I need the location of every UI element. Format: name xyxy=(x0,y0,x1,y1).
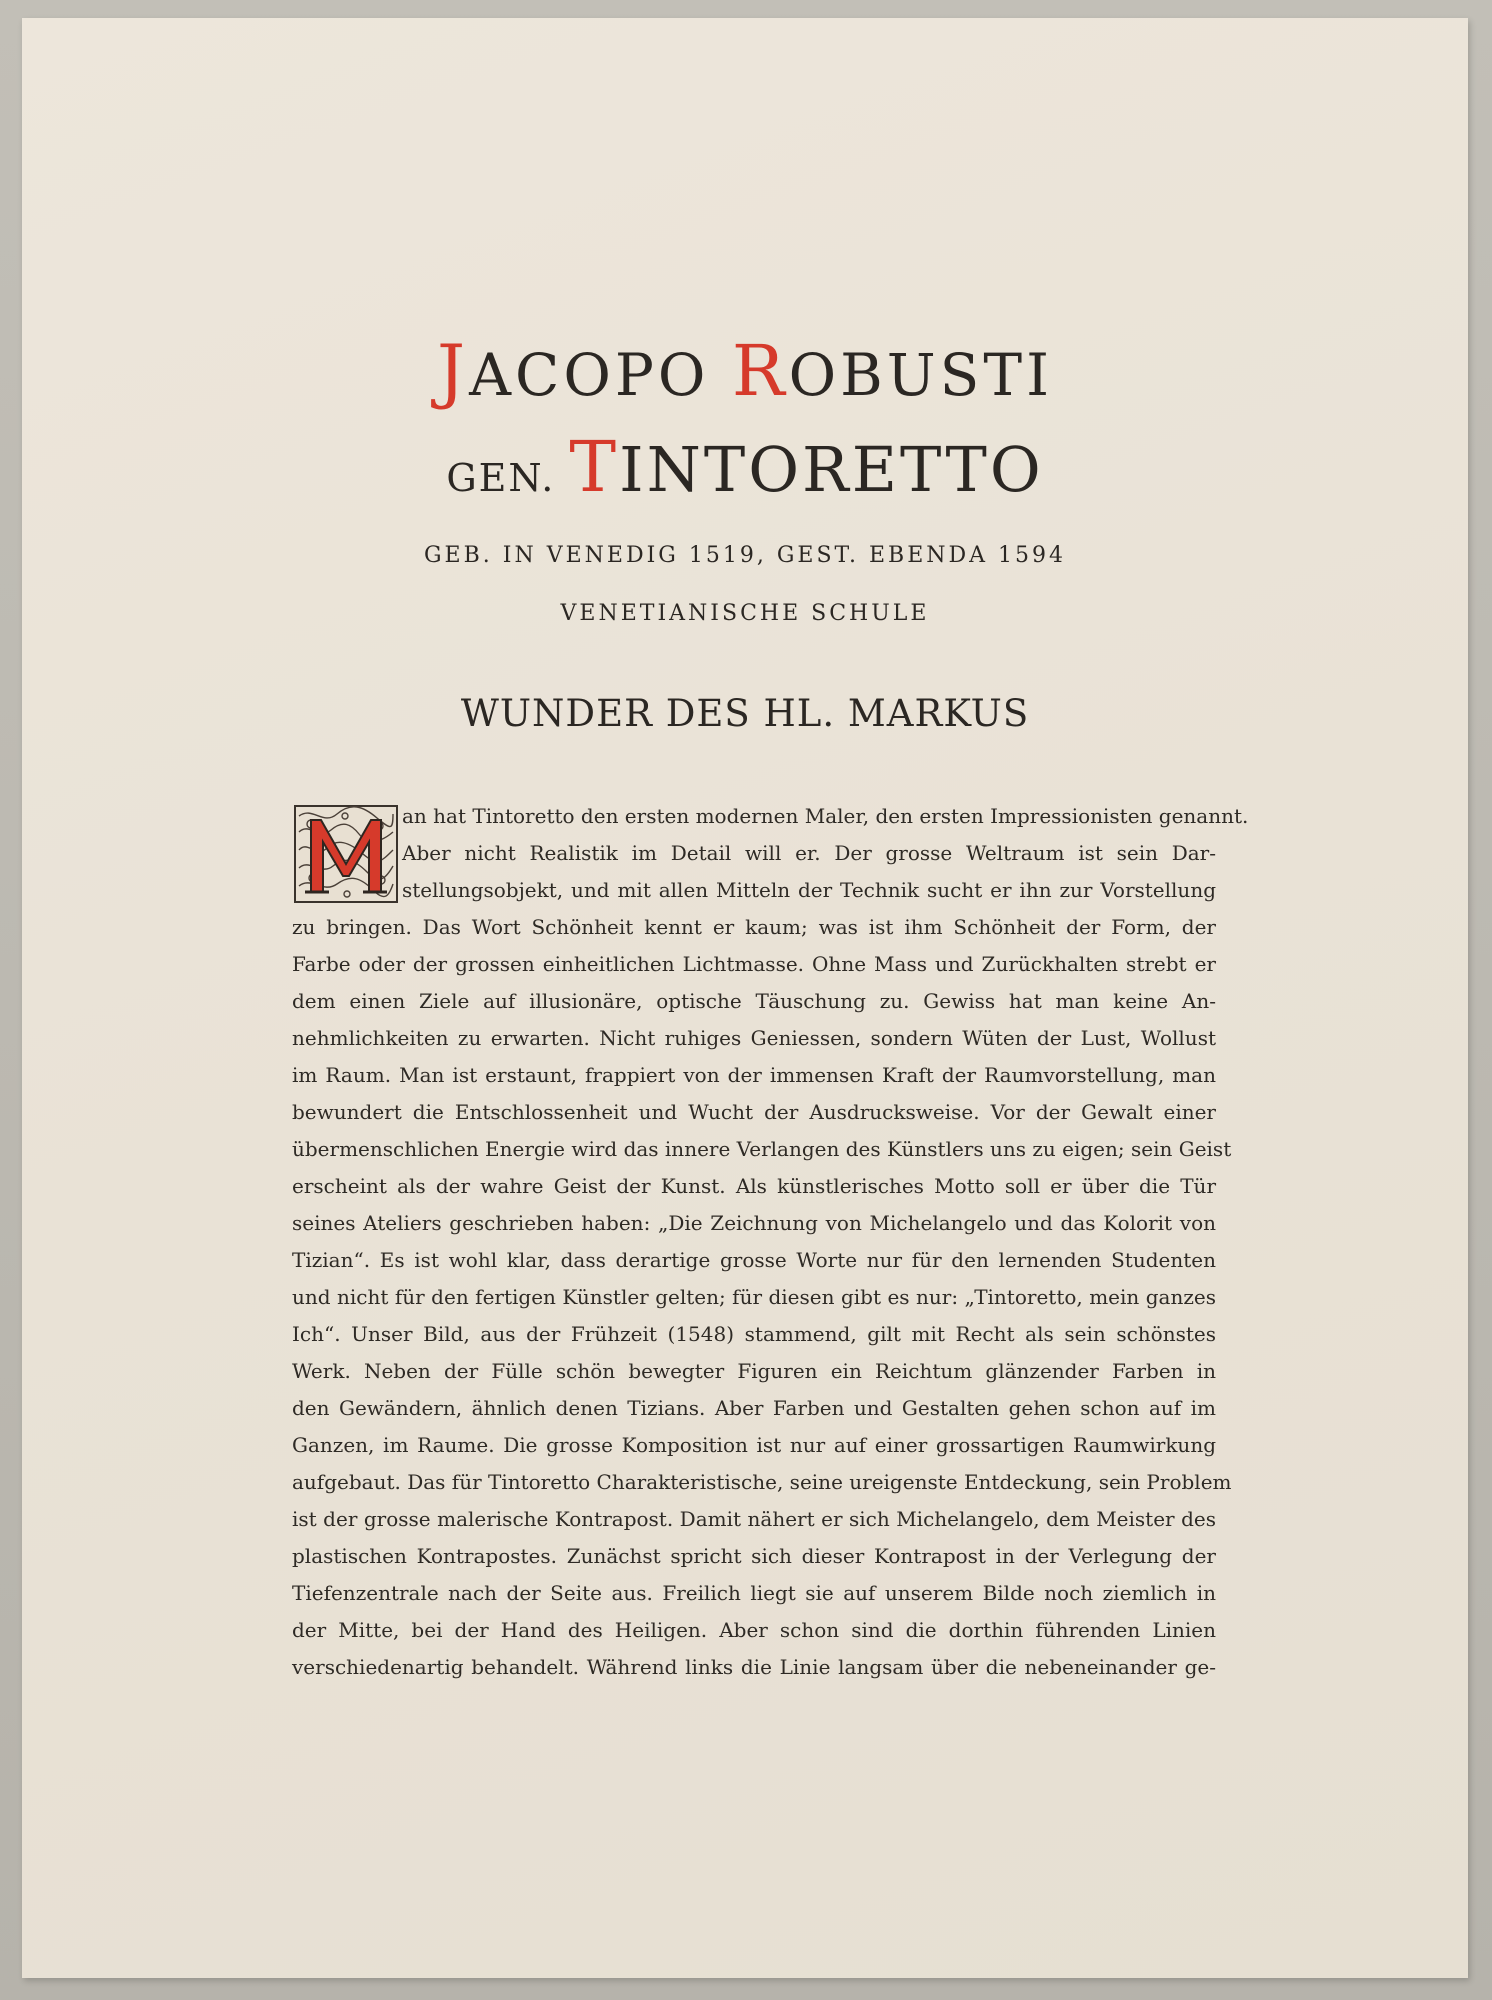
body-line: Tiefenzentrale nach der Seite aus. Freilich liegt sie auf unserem Bilde noch ziemlich in xyxy=(292,1581,1216,1605)
body-line: im Raum. Man ist erstaunt, frappiert von der immensen Kraft der Raumvorstellung, man xyxy=(292,1063,1216,1087)
body-line: übermenschlichen Energie wird das innere Verlangen des Künstlers uns zu eigen; sein Geist xyxy=(292,1137,1232,1161)
title-word-intoretto: INTORETTO xyxy=(619,433,1044,506)
paper-sheet xyxy=(22,18,1468,1978)
body-line: zu bringen. Das Wort Schönheit kennt er kaum; was ist ihm Schönheit der Form, der xyxy=(292,915,1216,939)
body-line: Ich“. Unser Bild, aus der Frühzeit (1548) stammend, gilt mit Recht als sein schönstes xyxy=(292,1322,1216,1346)
body-line: plastischen Kontrapostes. Zunächst spricht sich dieser Kontrapost in der Verlegung der xyxy=(292,1544,1216,1568)
title-word-acopo: ACOPO xyxy=(469,341,732,409)
body-line: Farbe oder der grossen einheitlichen Lichtmasse. Ohne Mass und Zurückhalten strebt er xyxy=(292,952,1216,976)
body-line: dem einen Ziele auf illusionäre, optische Täuschung zu. Gewiss hat man keine An- xyxy=(292,989,1216,1013)
subtitle-dates: GEB. IN VENEDIG 1519, GEST. EBENDA 1594 xyxy=(423,543,1067,568)
body-text xyxy=(292,798,1249,1686)
body-line: erscheint als der wahre Geist der Kunst. Als künstlerisches Motto soll er über die Tür xyxy=(292,1174,1216,1198)
title-word-obusti: OBUSTI xyxy=(788,341,1053,409)
title-line-2 xyxy=(22,426,1468,521)
page-content xyxy=(22,18,1468,1978)
body-line: ist der grosse malerische Kontrapost. Damit nähert er sich Michelangelo, dem Meister des xyxy=(292,1507,1216,1531)
body-line: Tizian“. Es ist wohl klar, dass derartige grosse Worte nur für den lernenden Studenten xyxy=(292,1248,1216,1272)
body-line: den Gewändern, ähnlich denen Tizians. Aber Farben und Gestalten gehen schon auf im xyxy=(292,1396,1216,1420)
body-line: aufgebaut. Das für Tintoretto Charakteristische, seine ureigenste Entdeckung, sein Problem xyxy=(292,1470,1232,1494)
body-line: an hat Tintoretto den ersten modernen Maler, den ersten Impressionisten genannt. xyxy=(402,804,1249,828)
body-line: stellungsobjekt, und mit allen Mitteln der Technik sucht er ihn zur Vorstellung xyxy=(402,878,1216,902)
body-line: verschiedenartig behandelt. Während links die Linie langsam über die nebeneinander ge- xyxy=(292,1655,1216,1679)
body-line: der Mitte, bei der Hand des Heiligen. Aber schon sind die dorthin führenden Linien xyxy=(292,1618,1216,1642)
painting-title: WUNDER DES HL. MARKUS xyxy=(460,692,1030,735)
body-line: seines Ateliers geschrieben haben: „Die Zeichnung von Michelangelo und das Kolorit von xyxy=(292,1211,1216,1235)
subtitle-school: VENETIANISCHE SCHULE xyxy=(560,601,930,626)
title-prefix-gen: GEN. xyxy=(446,456,570,500)
title-initial-j: J xyxy=(437,330,470,412)
body-line: und nicht für den fertigen Künstler gelten; für diesen gibt es nur: „Tintoretto, mein ganzes xyxy=(292,1285,1216,1309)
body-line: nehmlichkeiten zu erwarten. Nicht ruhiges Geniessen, sondern Wüten der Lust, Wollust xyxy=(292,1026,1216,1050)
body-line: Aber nicht Realistik im Detail will er. Der grosse Weltraum ist sein Dar- xyxy=(402,841,1216,865)
title-line-1 xyxy=(22,330,1468,412)
title-initial-t: T xyxy=(569,426,620,508)
body-line: Werk. Neben der Fülle schön bewegter Figuren ein Reichtum glänzender Farben in xyxy=(292,1359,1216,1383)
body-line: bewundert die Entschlossenheit und Wucht der Ausdrucksweise. Vor der Gewalt einer xyxy=(292,1100,1216,1124)
title-initial-r: R xyxy=(731,330,789,412)
body-line: Ganzen, im Raume. Die grosse Komposition ist nur auf einer grossartigen Raumwirkung xyxy=(292,1433,1216,1457)
